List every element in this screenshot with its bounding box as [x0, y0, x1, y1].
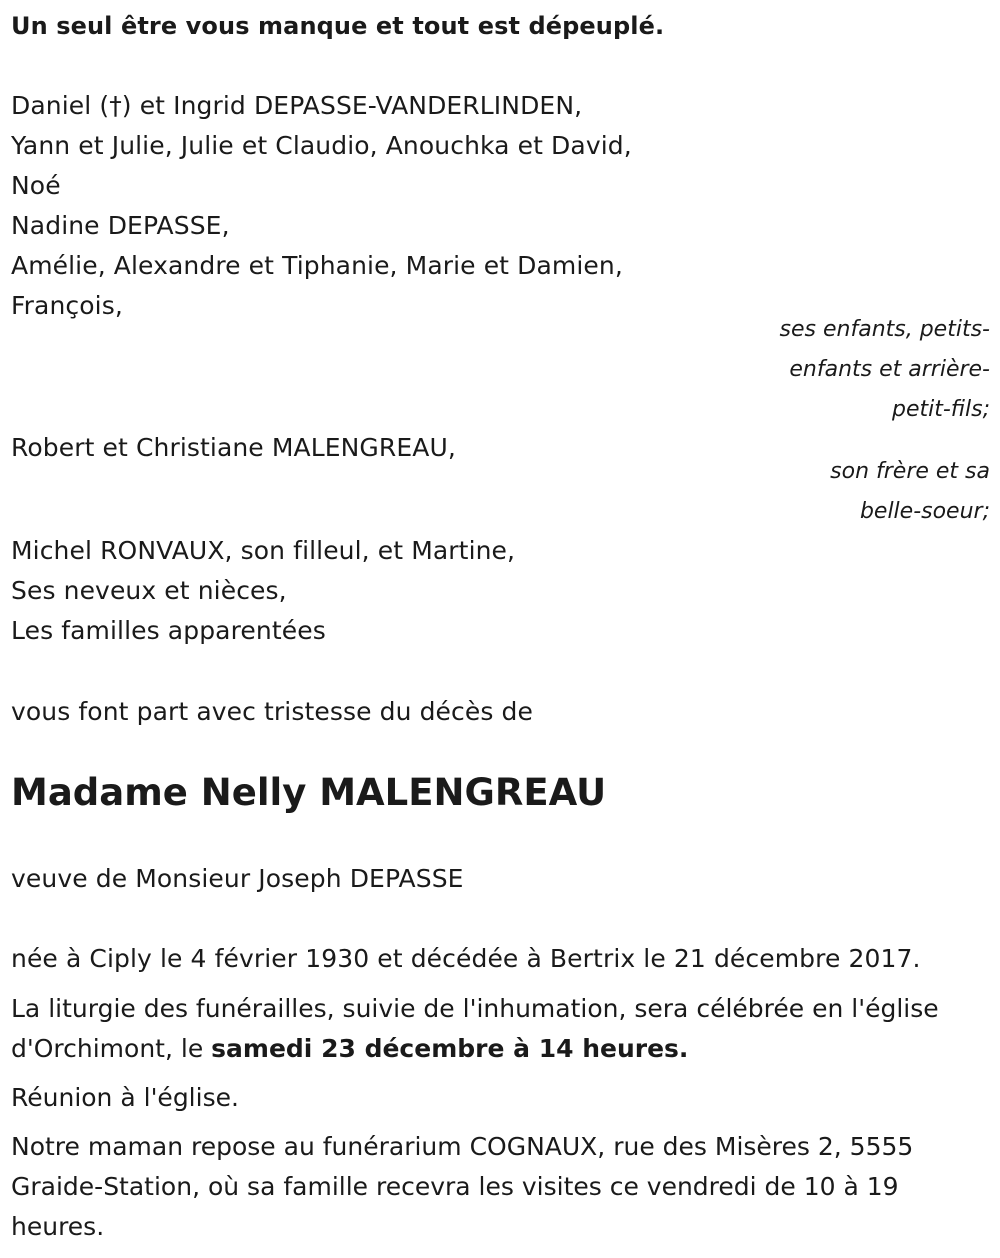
- liturgy-date-time: samedi 23 décembre à 14 heures.: [211, 1034, 689, 1063]
- relation-label: ses enfants, petits-: [779, 317, 990, 342]
- epigraph: Un seul être vous manque et tout est dépeuplé.: [11, 12, 665, 40]
- family-line: Yann et Julie, Julie et Claudio, Anouchka et David,: [11, 131, 632, 160]
- announcement-text: vous font part avec tristesse du décès de: [11, 697, 533, 726]
- family-line: Daniel (†) et Ingrid DEPASSE-VANDERLINDEN,: [11, 91, 583, 120]
- relation-label: enfants et arrière-: [789, 357, 990, 382]
- widow-of-text: veuve de Monsieur Joseph DEPASSE: [11, 864, 464, 893]
- relation-label: belle-soeur;: [859, 499, 990, 524]
- deceased-name: Madame Nelly MALENGREAU: [11, 771, 607, 814]
- relation-label: petit-fils;: [891, 397, 990, 422]
- family-line: Les familles apparentées: [11, 616, 326, 645]
- liturgy-text: La liturgie des funérailles, suivie de l'inhumation, sera célébrée en l'église d'Orchimont, le: [11, 994, 939, 1063]
- family-line: Ses neveux et nièces,: [11, 576, 287, 605]
- family-line: Nadine DEPASSE,: [11, 211, 230, 240]
- family-line: Michel RONVAUX, son filleul, et Martine,: [11, 536, 516, 565]
- rest-paragraph: Notre maman repose au funérarium COGNAUX, rue des Misères 2, 5555 Graide-Station, où sa famille recevra les visites ce vendredi de 10 à 19 heures.: [11, 1132, 914, 1241]
- birth-death-text: née à Ciply le 4 février 1930 et décédée à Bertrix le 21 décembre 2017.: [11, 944, 921, 973]
- family-line: Noé: [11, 171, 61, 200]
- family-line: Amélie, Alexandre et Tiphanie, Marie et Damien,: [11, 251, 623, 280]
- meeting-text: Réunion à l'église.: [11, 1083, 239, 1112]
- family-line: François,: [11, 291, 123, 320]
- liturgy-paragraph: [11, 989, 986, 1069]
- relation-label: son frère et sa: [830, 459, 990, 484]
- family-line: Robert et Christiane MALENGREAU,: [11, 433, 456, 462]
